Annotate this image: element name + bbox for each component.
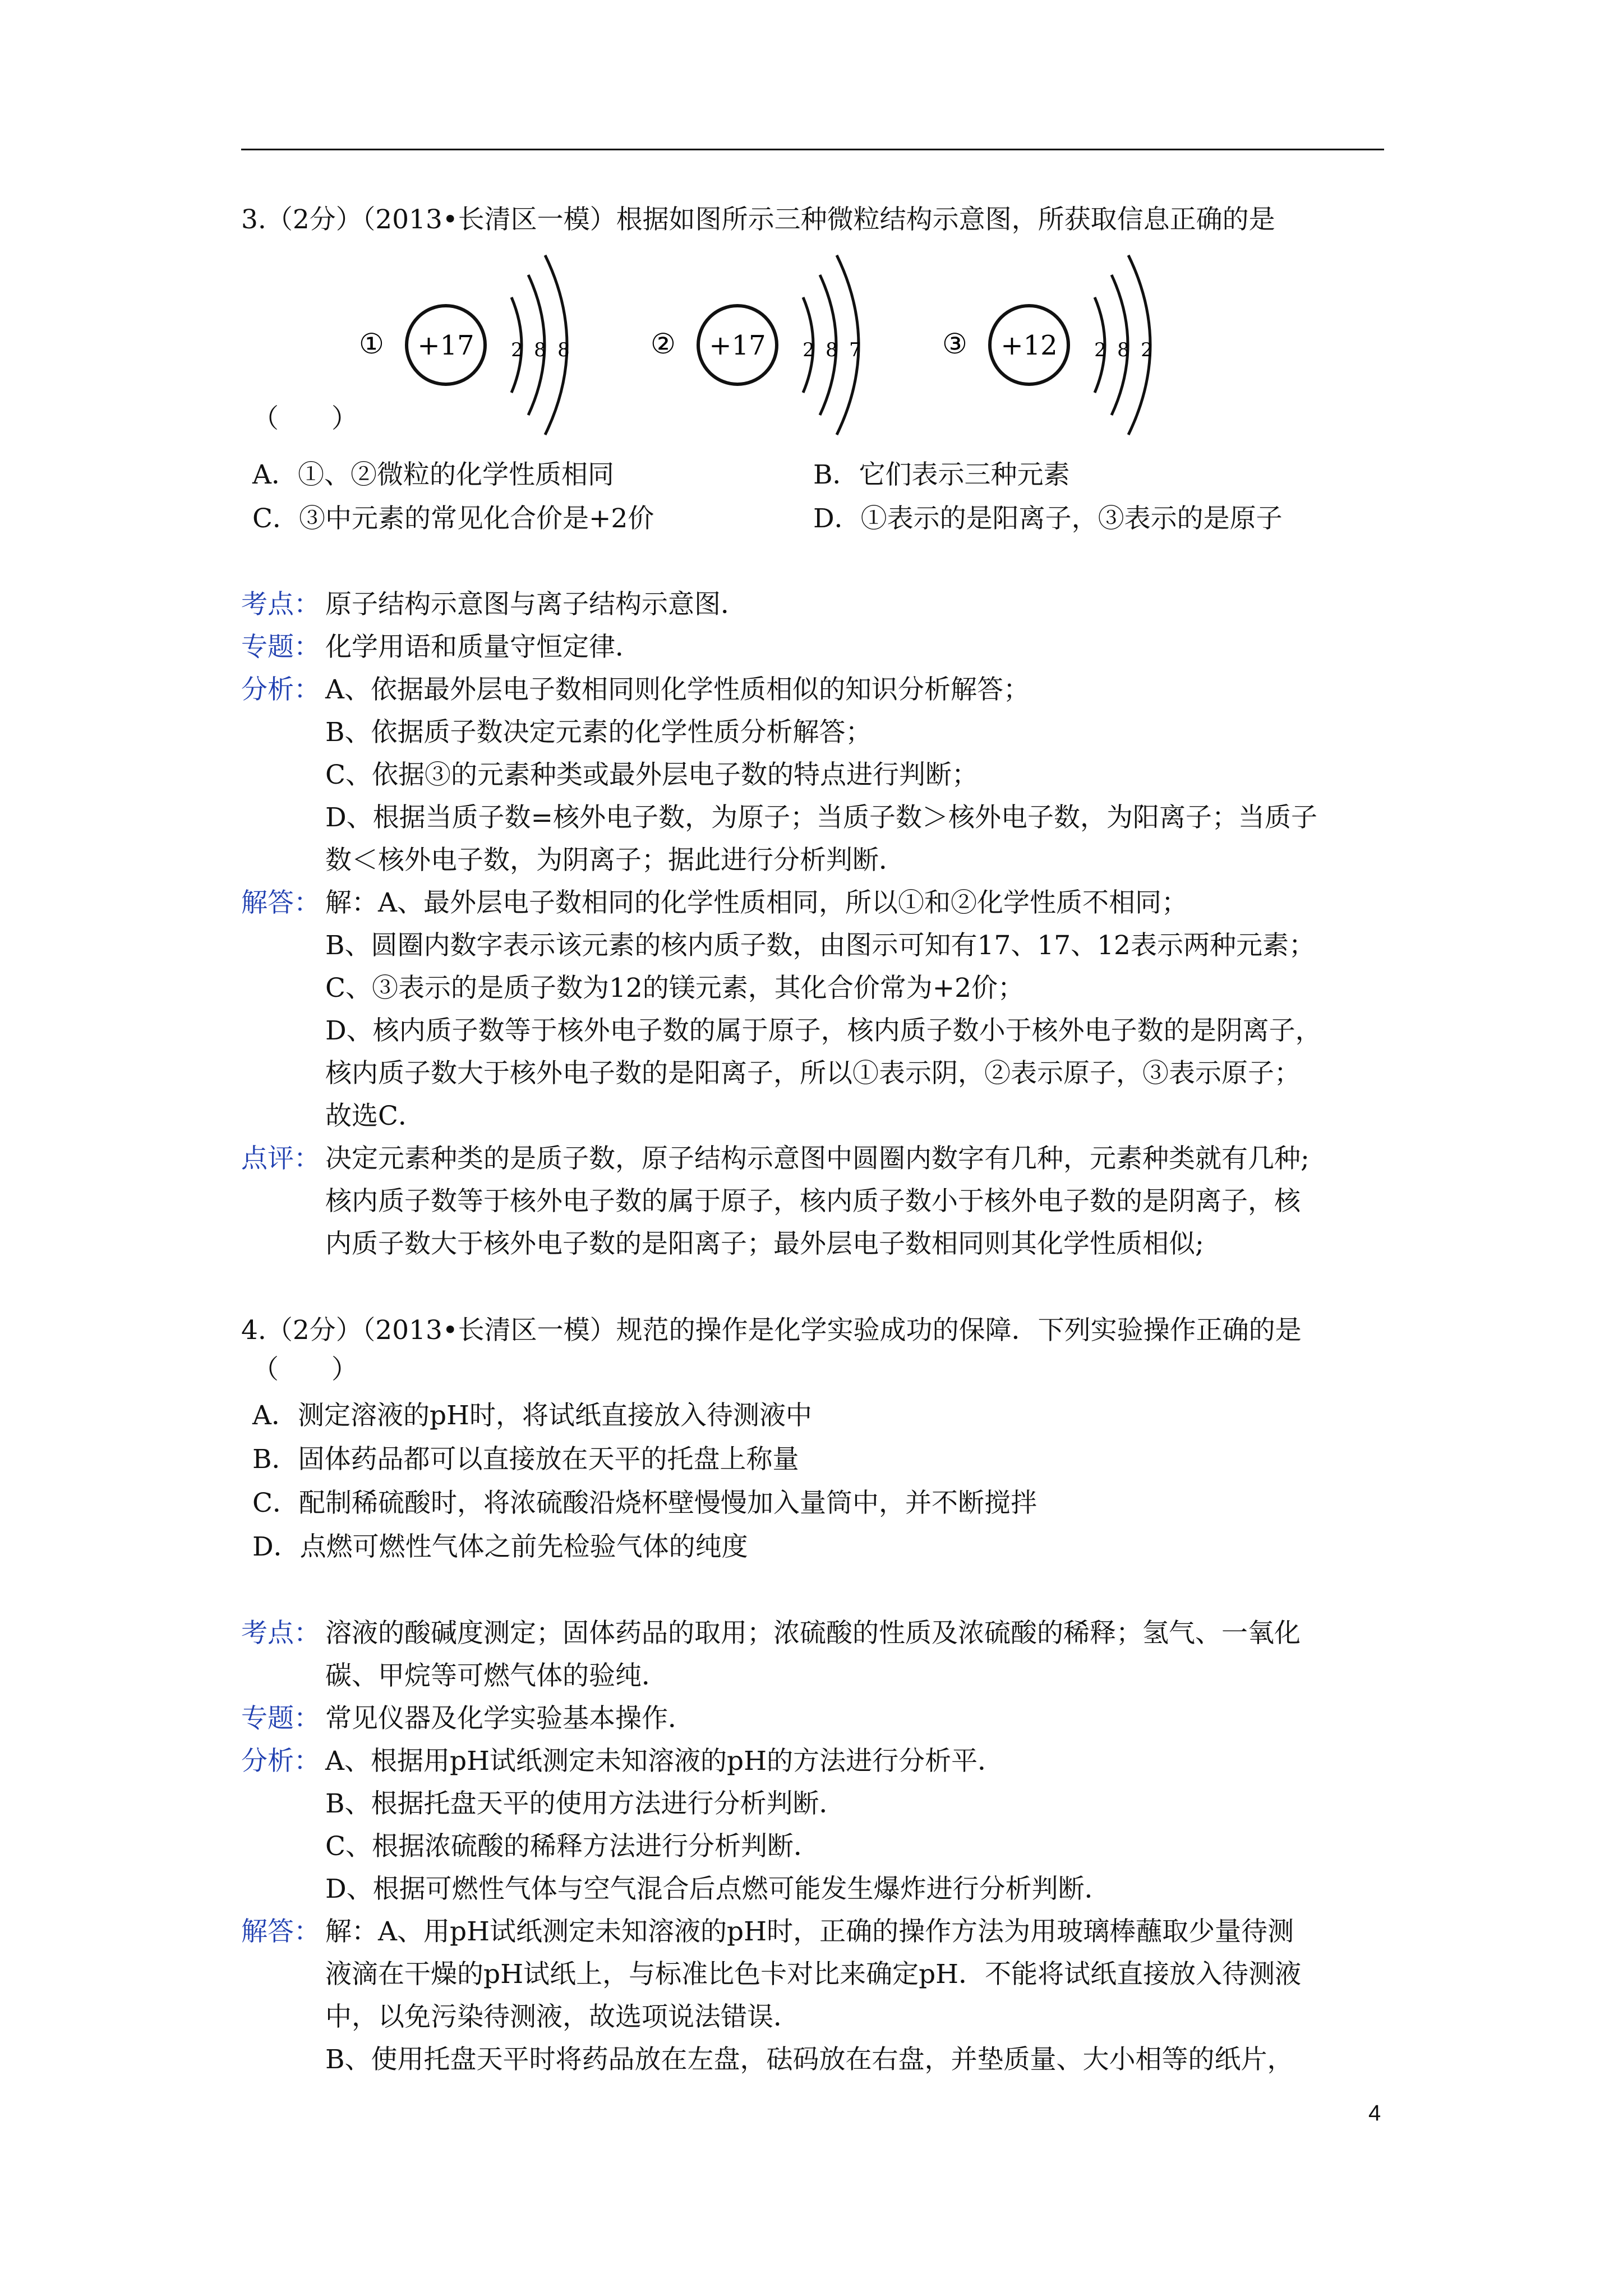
atomic-structure-diagram xyxy=(353,247,1195,438)
particle-3-shell-3-count: 2 xyxy=(1141,339,1153,361)
particle-1-shell-2-count: 8 xyxy=(534,339,546,361)
q4-kaodian-line: 碳、甲烷等可燃气体的验纯． xyxy=(325,1660,668,1691)
q4-kaodian-line: 溶液的酸碱度测定；固体药品的取用；浓硫酸的性质及浓硫酸的稀释；氢气、一氧化 xyxy=(325,1618,1301,1649)
q3-jieda-line: 故选C． xyxy=(325,1101,425,1131)
particle-2-charge: +17 xyxy=(709,330,766,361)
q3-fenxi-label: 分析： xyxy=(241,674,320,705)
q4-jieda-line: 中，以免污染待测液，故选项说法错误． xyxy=(325,2001,800,2032)
particle-2-label: ② xyxy=(651,328,676,360)
particle-2-shell-1-count: 2 xyxy=(803,339,815,361)
q3-jieda-line: B、圆圈内数字表示该元素的核内质子数，由图示可知有17、17、12表示两种元素； xyxy=(325,930,1315,961)
q3-kaodian-label: 考点： xyxy=(241,589,320,620)
particle-3 xyxy=(942,255,1153,435)
q3-fenxi-line: D、根据当质子数=核外电子数，为原子；当质子数＞核外电子数，为阳离子；当质子 xyxy=(325,802,1318,833)
particle-1-shell-1-count: 2 xyxy=(511,339,523,361)
particle-3-charge: +12 xyxy=(1000,330,1058,361)
particle-1-label: ① xyxy=(359,328,384,360)
q4-stem: 4.（2分）（2013•长清区一模）规范的操作是化学实验成功的保障．下列实验操作正确的是 xyxy=(241,1315,1302,1346)
q3-dianping-line: 决定元素种类的是质子数，原子结构示意图中圆圈内数字有几种，元素种类就有几种; xyxy=(325,1143,1310,1174)
q3-dianping-line: 核内质子数等于核外电子数的属于原子，核内质子数小于核外电子数的是阴离子，核 xyxy=(325,1186,1301,1217)
q4-option-c: C．配制稀硫酸时，将浓硫酸沿烧杯壁慢慢加入量筒中，并不断搅拌 xyxy=(252,1488,1037,1519)
q3-option-b: B．它们表示三种元素 xyxy=(813,459,1070,490)
q3-option-d: D．①表示的是阳离子，③表示的是原子 xyxy=(813,503,1283,534)
particle-3-shell-2-count: 8 xyxy=(1117,339,1129,361)
page-number: 4 xyxy=(1368,2101,1381,2125)
q3-dianping-label: 点评： xyxy=(241,1143,320,1174)
q3-fenxi-line: 数＜核外电子数，为阴离子；据此进行分析判断． xyxy=(325,845,905,876)
q3-stem: 3.（2分）（2013•长清区一模）根据如图所示三种微粒结构示意图，所获取信息正确的是 xyxy=(241,204,1275,235)
q4-fenxi-line: C、根据浓硫酸的稀释方法进行分析判断． xyxy=(325,1831,820,1862)
q4-answer-paren: （ ） xyxy=(252,1354,358,1385)
q4-option-b: B．固体药品都可以直接放在天平的托盘上称量 xyxy=(252,1444,799,1475)
particle-2-shell-2-count: 8 xyxy=(826,339,838,361)
q4-option-d: D．点燃可燃性气体之前先检验气体的纯度 xyxy=(252,1531,748,1562)
q3-jieda-line: 核内质子数大于核外电子数的是阳离子，所以①表示阴，②表示原子，③表示原子； xyxy=(325,1058,1301,1089)
q4-jieda-label: 解答： xyxy=(241,1916,320,1947)
q4-jieda-line: 解：A、用pH试纸测定未知溶液的pH时，正确的操作方法为用玻璃棒蘸取少量待测 xyxy=(325,1916,1294,1947)
q3-fenxi-line: B、依据质子数决定元素的化学性质分析解答； xyxy=(325,717,872,748)
q4-zhuanti-label: 专题： xyxy=(241,1703,320,1734)
q3-jieda-label: 解答： xyxy=(241,887,320,918)
q3-fenxi-line: C、依据③的元素种类或最外层电子数的特点进行判断； xyxy=(325,760,978,790)
q3-jieda-line: 解：A、最外层电子数相同的化学性质相同，所以①和②化学性质不相同； xyxy=(325,887,1188,918)
particle-3-label: ③ xyxy=(942,328,967,360)
q3-zhuanti: 化学用语和质量守恒定律． xyxy=(325,632,642,662)
q4-option-a: A．测定溶液的pH时，将试纸直接放入待测液中 xyxy=(252,1400,813,1431)
particle-1 xyxy=(359,255,570,435)
q4-zhuanti: 常见仪器及化学实验基本操作． xyxy=(325,1703,694,1734)
q4-fenxi-line: B、根据托盘天平的使用方法进行分析判断． xyxy=(325,1788,846,1819)
q3-jieda-line: D、核内质子数等于核外电子数的属于原子，核内质子数小于核外电子数的是阴离子， xyxy=(325,1015,1322,1046)
q4-fenxi-label: 分析： xyxy=(241,1746,320,1777)
q3-answer-paren: （ ） xyxy=(252,403,358,434)
q3-option-a: A．①、②微粒的化学性质相同 xyxy=(252,459,614,490)
particle-3-shell-1-count: 2 xyxy=(1094,339,1106,361)
q4-jieda-line: B、使用托盘天平时将药品放在左盘，砝码放在右盘，并垫质量、大小相等的纸片， xyxy=(325,2044,1294,2075)
particle-2 xyxy=(651,255,861,435)
q3-dianping-line: 内质子数大于核外电子数的是阳离子；最外层电子数相同则其化学性质相似; xyxy=(325,1228,1204,1259)
particle-2-shell-3-count: 7 xyxy=(849,339,861,361)
q4-jieda-line: 液滴在干燥的pH试纸上，与标准比色卡对比来确定pH．不能将试纸直接放入待测液 xyxy=(325,1959,1302,1990)
q4-fenxi-line: A、根据用pH试纸测定未知溶液的pH的方法进行分析平． xyxy=(325,1746,1004,1777)
q3-kaodian: 原子结构示意图与离子结构示意图． xyxy=(325,589,747,620)
particle-1-shell-3-count: 8 xyxy=(557,339,570,361)
header-rule xyxy=(241,149,1384,150)
q4-fenxi-line: D、根据可燃性气体与空气混合后点燃可能发生爆炸进行分析判断． xyxy=(325,1874,1111,1904)
q4-kaodian-label: 考点： xyxy=(241,1618,320,1649)
q3-jieda-line: C、③表示的是质子数为12的镁元素，其化合价常为+2价； xyxy=(325,973,1025,1004)
particle-1-charge: +17 xyxy=(417,330,474,361)
q3-option-c: C．③中元素的常见化合价是+2价 xyxy=(252,503,654,534)
q3-zhuanti-label: 专题： xyxy=(241,632,320,662)
q3-fenxi-line: A、依据最外层电子数相同则化学性质相似的知识分析解答； xyxy=(325,674,1030,705)
